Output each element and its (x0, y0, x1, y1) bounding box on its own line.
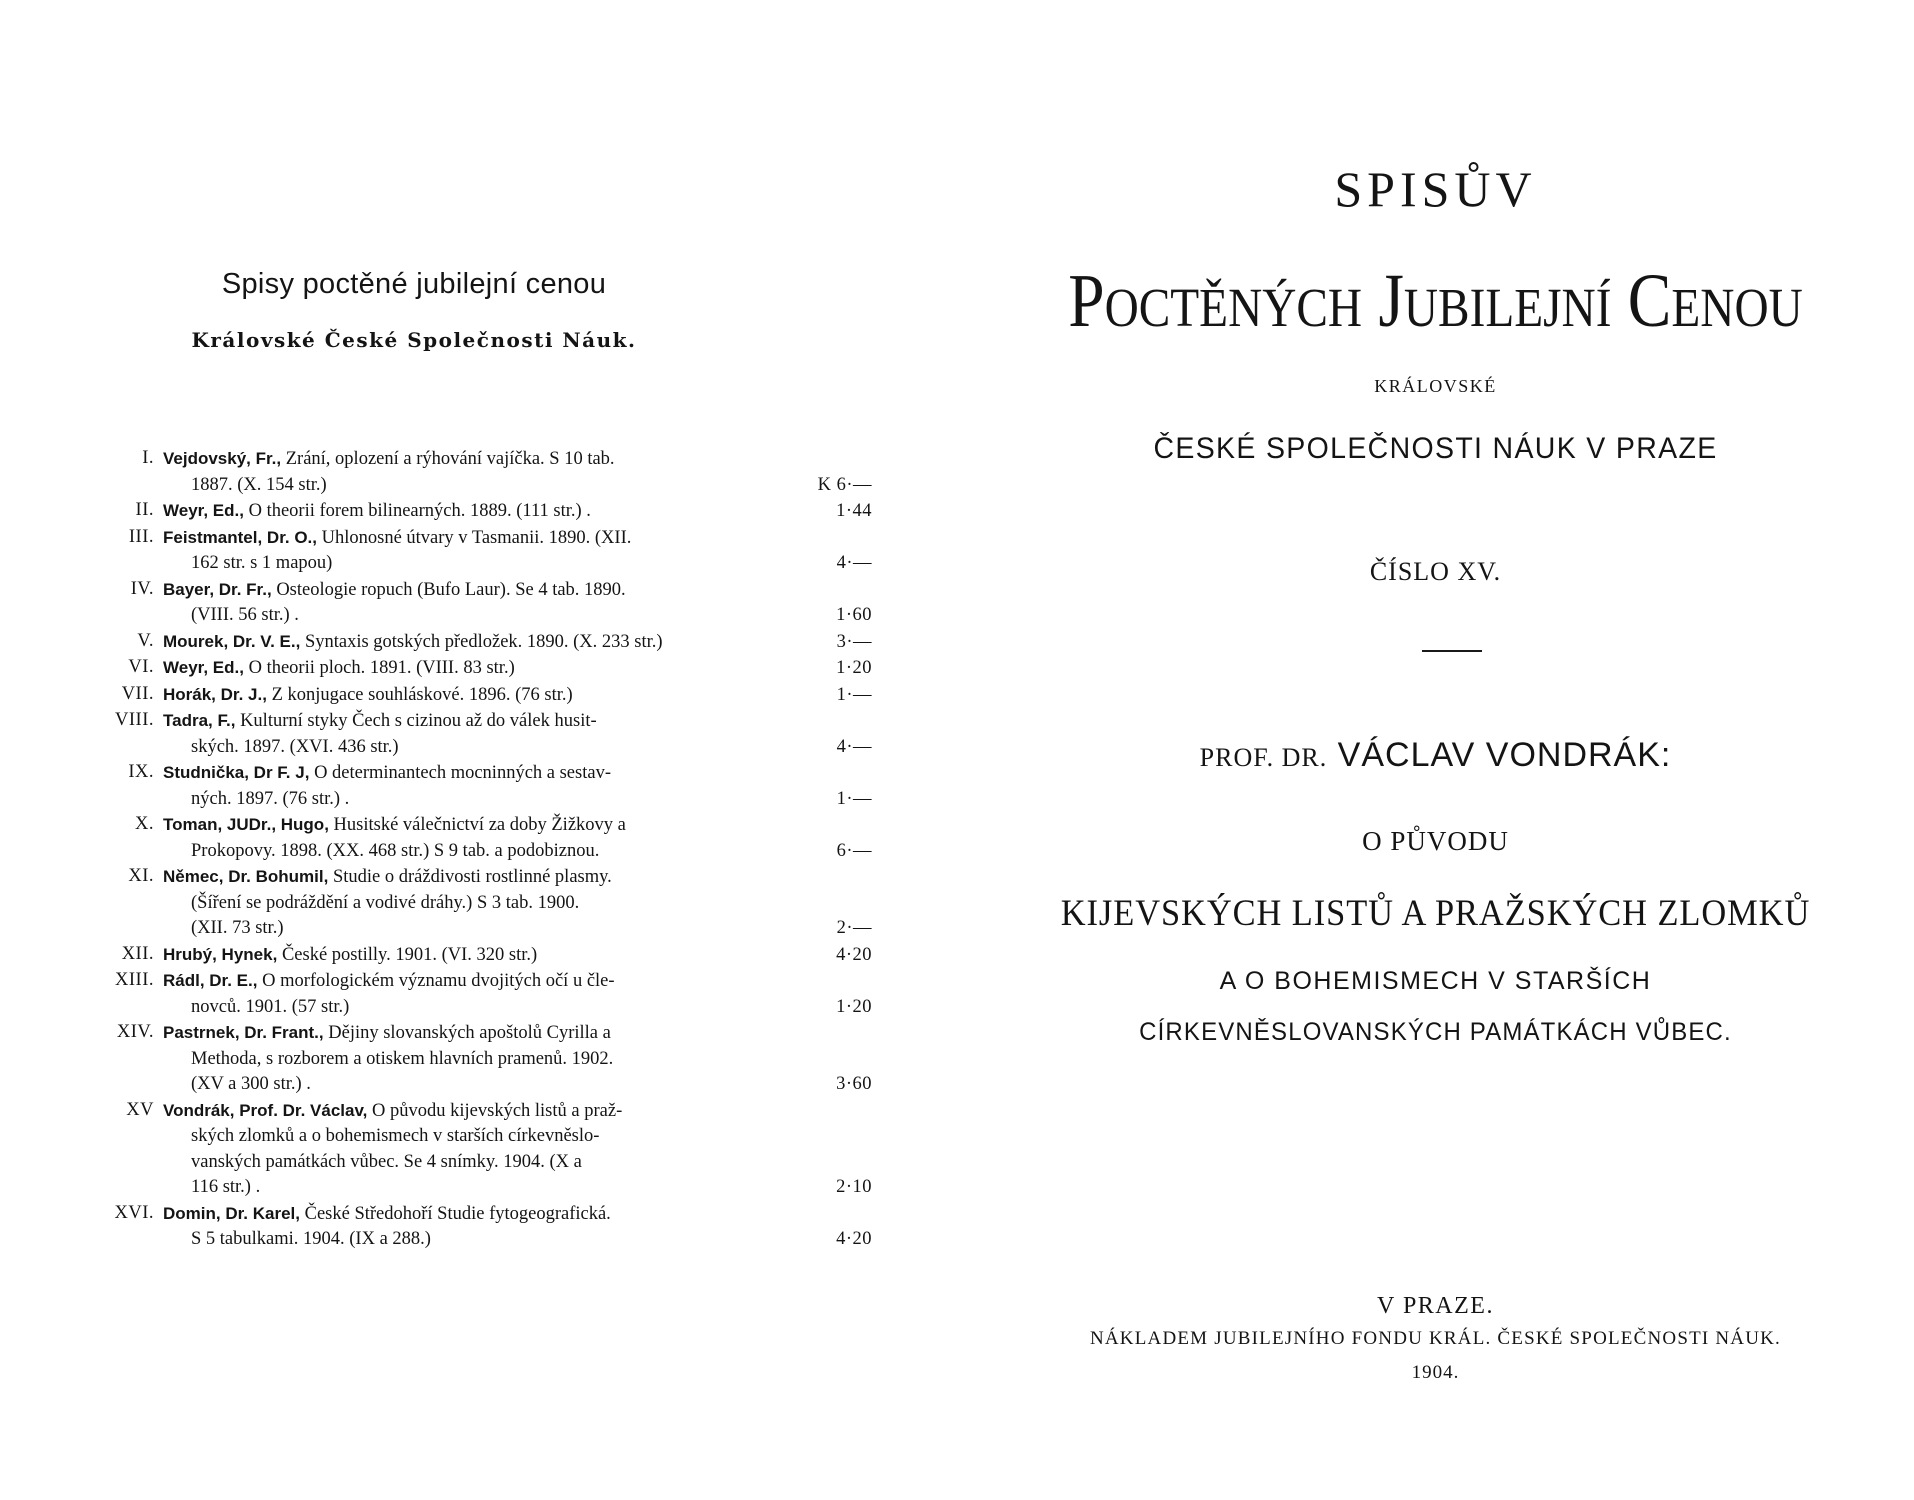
entry-text: O theorii ploch. 1891. (VIII. 83 str.) (248, 658, 515, 678)
entry-author: Domin, Dr. Karel, (163, 1203, 300, 1223)
entry-continuation-line: ských. 1897. (XVI. 436 str.) (191, 736, 399, 757)
entry-body (163, 864, 753, 942)
entry-first-line (163, 812, 753, 839)
entry-first-line (163, 760, 753, 787)
entry-text: Husitské válečnictví za doby Žižkovy a (333, 815, 626, 835)
list-item (82, 525, 878, 577)
entry-continuation-line: 1887. (X. 154 str.) (191, 474, 327, 495)
list-item (82, 629, 878, 656)
entry-author: Bayer, Dr. Fr., (163, 579, 272, 599)
entry-continuation-line: vanských památkách vůbec. Se 4 snímky. 1904. (X a (191, 1151, 582, 1172)
entry-body (163, 942, 753, 969)
entry-continuation-line: ných. 1897. (76 str.) . (191, 788, 350, 809)
list-item (82, 812, 878, 864)
entry-number: IV. (130, 578, 154, 599)
title-line-4: CÍRKEVNĚSLOVANSKÝCH PAMÁTKÁCH VŮBEC. (1139, 1018, 1732, 1046)
entry-author: Rádl, Dr. E., (163, 971, 258, 990)
list-item (82, 577, 878, 629)
entry-continuation-line: (VIII. 56 str.) . (191, 605, 299, 625)
entry-price: 2·— (836, 918, 872, 938)
society-line: ČESKÉ SPOLEČNOSTI NÁUK V PRAZE (1153, 432, 1718, 465)
entry-first-line (163, 708, 753, 735)
title-line-3: A O BOHEMISMECH V STARŠÍCH (1219, 967, 1652, 995)
entry-price: 6·— (836, 840, 872, 861)
entry-body (163, 968, 753, 1020)
entry-continuation-line: 116 str.) . (191, 1177, 261, 1197)
entry-body (163, 708, 753, 760)
entry-body (163, 629, 753, 656)
entry-price: 1·60 (836, 605, 872, 625)
entry-text: Osteologie ropuch (Bufo Laur). Se 4 tab. 1890. (276, 579, 626, 600)
entry-first-line (163, 864, 753, 891)
entry-first-line (163, 655, 753, 682)
entry-number: XIV. (116, 1022, 154, 1042)
entry-body (163, 577, 753, 629)
entry-body (163, 655, 753, 682)
entry-price: 2·10 (836, 1177, 872, 1197)
entry-first-line (163, 1201, 753, 1228)
entry-author: Vejdovský, Fr., (163, 449, 282, 468)
list-item (82, 942, 878, 969)
word2-initial: J (1378, 259, 1404, 343)
entry-text: O theorii forem bilinearných. 1889. (111 str.) . (248, 501, 591, 521)
entry-price: 1·44 (836, 501, 872, 521)
title-line-2: KIJEVSKÝCH LISTŮ A PRAŽSKÝCH ZLOMKŮ (1060, 893, 1811, 934)
list-item (82, 498, 878, 525)
word1-initial: P (1068, 259, 1105, 343)
entry-number: III. (128, 526, 154, 547)
kralovske-line: KRÁLOVSKÉ (1374, 376, 1497, 396)
entry-author: Tadra, F., (163, 711, 236, 730)
entry-price: 1·— (836, 788, 872, 809)
entry-number: VII. (121, 683, 154, 704)
entry-price: 4·— (836, 553, 872, 573)
entry-author: Mourek, Dr. V. E., (163, 631, 301, 651)
author-name: VÁCLAV VONDRÁK: (1337, 736, 1672, 774)
entry-text: Zrání, oplození a rýhování vajíčka. S 10 tab. (285, 449, 615, 469)
word2-rest: UBILEJNÍ (1403, 277, 1612, 338)
imprint-year: 1904. (1411, 1362, 1460, 1383)
entry-author: Pastrnek, Dr. Frant., (163, 1023, 324, 1042)
entry-continuation-line: (XII. 73 str.) (191, 918, 284, 938)
entry-price: K 6·— (817, 474, 872, 495)
author-line (957, 736, 1914, 775)
entry-body (163, 1098, 753, 1201)
divider-rule (1422, 650, 1482, 652)
word3-initial: C (1627, 259, 1672, 343)
list-item (82, 655, 878, 682)
entry-price: 1·20 (836, 996, 872, 1017)
entry-continuation-line: Methoda, s rozborem a otiskem hlavních pramenů. 1902. (191, 1048, 614, 1069)
entry-body (163, 498, 753, 525)
entry-continuation-line: (Šíření se podráždění a vodivé dráhy.) S 3 tab. 1900. (191, 892, 580, 913)
entry-author: Toman, JUDr., Hugo, (163, 815, 329, 834)
entry-author: Němec, Dr. Bohumil, (163, 867, 329, 886)
list-item (82, 1098, 878, 1201)
entry-text: Uhlonosné útvary v Tasmanii. 1890. (XII. (321, 527, 632, 548)
entry-text: Syntaxis gotských předložek. 1890. (X. 233 str.) (304, 631, 663, 652)
entry-author: Vondrák, Prof. Dr. Václav, (163, 1100, 368, 1120)
entry-author: Feistmantel, Dr. O., (163, 527, 317, 547)
imprint-publisher: NÁKLADEM JUBILEJNÍHO FONDU KRÁL. ČESKÉ SPOLEČNOSTI NÁUK. (1089, 1328, 1782, 1349)
entry-continuation-line: Prokopovy. 1898. (XX. 468 str.) S 9 tab. a podobiznou. (191, 840, 600, 861)
entry-first-line (163, 942, 753, 969)
imprint-place: V PRAZE. (1377, 1293, 1494, 1319)
publication-list (82, 446, 878, 1253)
entry-first-line (163, 1098, 753, 1125)
entry-number: XII. (121, 943, 154, 964)
entry-body (163, 525, 753, 577)
volume-number: ČÍSLO XV. (1369, 557, 1502, 586)
entry-price: 4·20 (836, 1229, 872, 1249)
entry-first-line (163, 682, 753, 709)
entry-first-line (163, 446, 753, 473)
entry-price: 4·— (836, 736, 872, 757)
entry-continuation-line: (XV a 300 str.) . (191, 1074, 311, 1094)
entry-continuation-line: ských zlomků a o bohemismech v starších církevněslo- (191, 1126, 600, 1146)
list-item (82, 708, 878, 760)
entry-body (163, 682, 753, 709)
entry-author: Hrubý, Hynek, (163, 944, 278, 964)
entry-body (163, 1201, 753, 1253)
entry-number: IX. (128, 762, 154, 782)
list-item (82, 864, 878, 942)
entry-number: XV (126, 1099, 154, 1120)
entry-continuation-line: S 5 tabulkami. 1904. (IX a 288.) (191, 1229, 431, 1249)
entry-author: Horák, Dr. J., (163, 684, 267, 704)
entry-text: Kulturní styky Čech s cizinou až do válek husit- (240, 711, 597, 731)
advert-subtitle: Královské České Společnosti Náuk. (191, 328, 637, 352)
entry-body (163, 760, 753, 812)
entry-body (163, 812, 753, 864)
series-subheading (1024, 258, 1847, 345)
entry-first-line (163, 1020, 753, 1047)
entry-number: XVI. (114, 1202, 154, 1223)
entry-author: Studnička, Dr F. J, (163, 763, 310, 782)
list-item (82, 1020, 878, 1098)
entry-first-line (163, 577, 753, 604)
entry-price: 1·— (836, 684, 872, 705)
entry-text: O morfologickém významu dvojitých očí u čle- (262, 971, 615, 991)
entry-number: VI. (128, 657, 154, 677)
entry-first-line (163, 498, 753, 525)
entry-text: České postilly. 1901. (VI. 320 str.) (281, 944, 538, 965)
entry-number: V. (137, 630, 154, 651)
author-title: PROF. DR. (1199, 743, 1328, 772)
entry-text: Studie o dráždivosti rostlinné plasmy. (332, 867, 612, 887)
series-heading: SPISŮV (1334, 161, 1537, 217)
entry-first-line (163, 629, 753, 656)
entry-continuation-line: novců. 1901. (57 str.) (191, 996, 350, 1017)
entry-number: XIII. (115, 970, 154, 990)
entry-author: Weyr, Ed., (163, 658, 244, 677)
entry-price: 4·20 (836, 944, 872, 965)
list-item (82, 446, 878, 498)
word1-rest: OCTĚNÝCH (1104, 277, 1363, 338)
entry-price: 1·20 (836, 658, 872, 678)
entry-text: Dějiny slovanských apoštolů Cyrilla a (328, 1023, 611, 1043)
list-item (82, 1201, 878, 1253)
entry-number: I. (142, 448, 154, 468)
list-item (82, 968, 878, 1020)
entry-number: X. (135, 814, 154, 834)
title-line-1: O PŮVODU (1362, 826, 1509, 856)
entry-text: O determinantech mocninných a sestav- (314, 763, 611, 783)
advert-title: Spisy poctěné jubilejní cenou (221, 268, 607, 300)
right-page (957, 0, 1914, 1500)
list-item (82, 760, 878, 812)
entry-number: XI. (128, 866, 154, 886)
entry-first-line (163, 525, 753, 552)
entry-text: O původu kijevských listů a praž- (372, 1100, 623, 1121)
entry-price: 3·— (836, 631, 872, 652)
entry-first-line (163, 968, 753, 995)
entry-author: Weyr, Ed., (163, 501, 244, 520)
entry-text: České Středohoří Studie fytogeografická. (304, 1203, 611, 1224)
entry-text: Z konjugace souhláskové. 1896. (76 str.) (271, 684, 573, 705)
list-item (82, 682, 878, 709)
entry-body (163, 1020, 753, 1098)
entry-price: 3·60 (836, 1074, 872, 1094)
entry-continuation-line: 162 str. s 1 mapou) (191, 553, 333, 573)
entry-body (163, 446, 753, 498)
entry-number: VIII. (115, 710, 154, 730)
word3-rest: ENOU (1671, 277, 1803, 338)
entry-number: II. (135, 500, 154, 520)
